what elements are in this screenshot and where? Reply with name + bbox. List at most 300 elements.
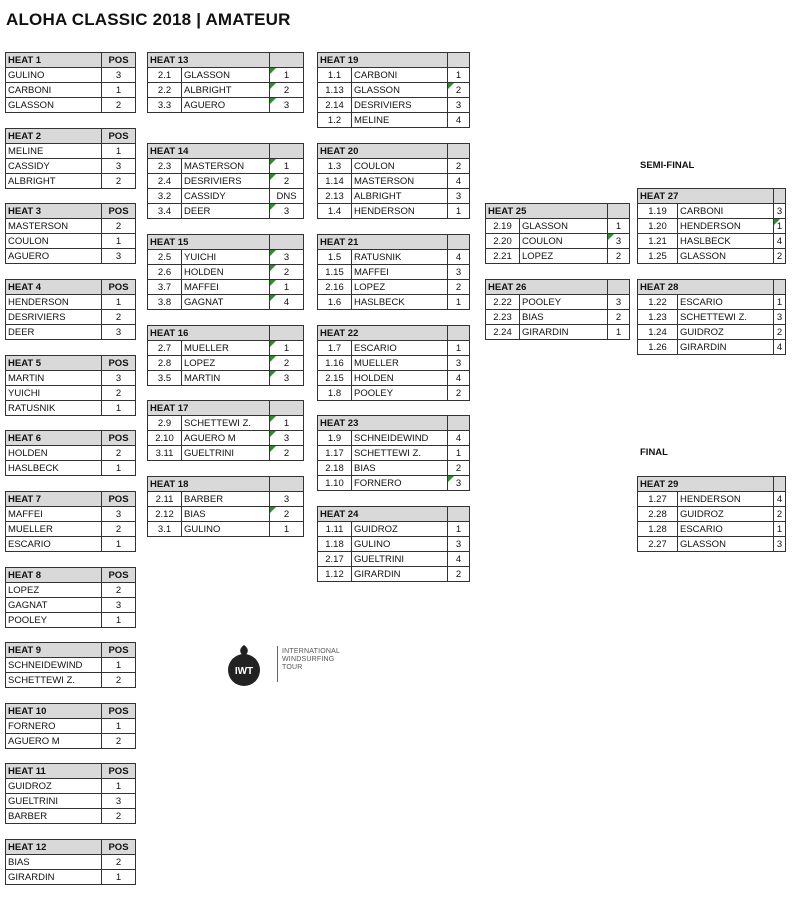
rider-position: 3 [102, 325, 136, 340]
seed-code: 2.9 [148, 416, 182, 431]
heat-row [638, 249, 786, 264]
heat-row [318, 265, 470, 280]
heat-row [318, 446, 470, 461]
heat-table [317, 234, 470, 310]
heat-header-row [6, 643, 136, 658]
heat-row [6, 159, 136, 174]
rider-name: HASLBECK [6, 461, 102, 476]
heat-grid [637, 188, 786, 264]
heat-name: HEAT 12 [6, 840, 102, 855]
heat-name: HEAT 16 [148, 326, 270, 341]
heat-table [637, 476, 786, 552]
rider-position: 3 [102, 249, 136, 264]
heat-row [148, 265, 304, 280]
rider-position: 2 [102, 855, 136, 870]
heat-row [318, 476, 470, 491]
heat-row [318, 461, 470, 476]
heat-header-row [638, 189, 786, 204]
rider-name: HOLDEN [182, 265, 270, 280]
heat-name: HEAT 8 [6, 568, 102, 583]
pos-header: POS [102, 492, 136, 507]
pos-header-blank [270, 53, 304, 68]
seed-code: 1.8 [318, 386, 352, 401]
logo-divider [277, 646, 278, 682]
rider-position: 2 [102, 219, 136, 234]
heat-grid [637, 279, 786, 355]
seed-code: 1.10 [318, 476, 352, 491]
heat-name: HEAT 17 [148, 401, 270, 416]
rider-name: SCHETTEWI Z. [6, 673, 102, 688]
rider-position: 3 [102, 507, 136, 522]
seed-code: 3.2 [148, 189, 182, 204]
heat-name: HEAT 26 [486, 280, 608, 295]
rider-name: MELINE [352, 113, 448, 128]
rider-position: 2 [774, 249, 786, 264]
heat-row [638, 325, 786, 340]
heat-row [638, 492, 786, 507]
heat-table [5, 491, 136, 552]
pos-header-blank [270, 477, 304, 492]
heat-header-row [6, 492, 136, 507]
rider-name: CARBONI [6, 83, 102, 98]
heat-row [6, 658, 136, 673]
heat-grid [5, 642, 136, 688]
heat-grid [147, 234, 304, 310]
heat-header-row [148, 477, 304, 492]
seed-code: 1.11 [318, 522, 352, 537]
rider-name: BIAS [182, 507, 270, 522]
heat-grid [317, 415, 470, 491]
rider-position: 2 [448, 386, 470, 401]
heat-header-row [6, 840, 136, 855]
seed-code: 1.28 [638, 522, 678, 537]
rider-name: BIAS [6, 855, 102, 870]
heat-header-row [6, 53, 136, 68]
rider-name: MARTIN [182, 371, 270, 386]
rider-position: 1 [102, 295, 136, 310]
heat-row [318, 537, 470, 552]
rider-name: SCHETTEWI Z. [352, 446, 448, 461]
heat-row [6, 310, 136, 325]
rider-position: 2 [448, 461, 470, 476]
rider-name: GIRARDIN [520, 325, 608, 340]
rider-position: 2 [448, 159, 470, 174]
heat-row [6, 613, 136, 628]
rider-position: 3 [774, 204, 786, 219]
semi-final-label: SEMI-FINAL [640, 160, 695, 171]
pos-header-blank [774, 189, 786, 204]
heat-row [6, 83, 136, 98]
seed-code: 1.21 [638, 234, 678, 249]
rider-position: 3 [102, 159, 136, 174]
rider-name: GLASSON [520, 219, 608, 234]
rider-position: 3 [774, 310, 786, 325]
rider-position: 3 [102, 794, 136, 809]
rider-position: 4 [448, 174, 470, 189]
rider-name: MASTERSON [6, 219, 102, 234]
heat-name: HEAT 9 [6, 643, 102, 658]
heat-grid [5, 52, 136, 113]
heat-table [317, 143, 470, 219]
rider-name: HENDERSON [6, 295, 102, 310]
rider-name: RATUSNIK [6, 401, 102, 416]
pos-header: POS [102, 568, 136, 583]
rider-name: HASLBECK [352, 295, 448, 310]
heat-row [318, 295, 470, 310]
heat-grid [5, 763, 136, 824]
heat-header-row [486, 204, 630, 219]
seed-code: 2.28 [638, 507, 678, 522]
heat-row [6, 98, 136, 113]
pos-header: POS [102, 704, 136, 719]
heat-row [148, 98, 304, 113]
heat-header-row [6, 204, 136, 219]
rider-position: 1 [102, 719, 136, 734]
rider-position: 2 [608, 249, 630, 264]
seed-code: 1.17 [318, 446, 352, 461]
rider-position: 2 [102, 310, 136, 325]
rider-position: 1 [448, 295, 470, 310]
rider-position: 1 [102, 83, 136, 98]
seed-code: 2.4 [148, 174, 182, 189]
heat-row [6, 598, 136, 613]
rider-name: GUELTRINI [182, 446, 270, 461]
rider-name: FORNERO [6, 719, 102, 734]
pos-header: POS [102, 280, 136, 295]
rider-name: AGUERO M [6, 734, 102, 749]
rider-name: CASSIDY [182, 189, 270, 204]
rider-position: 3 [774, 537, 786, 552]
heat-grid [317, 52, 470, 128]
heat-row [318, 552, 470, 567]
heat-table [5, 763, 136, 824]
seed-code: 3.5 [148, 371, 182, 386]
seed-code: 2.1 [148, 68, 182, 83]
heat-row [6, 794, 136, 809]
seed-code: 1.13 [318, 83, 352, 98]
seed-code: 1.20 [638, 219, 678, 234]
seed-code: 2.18 [318, 461, 352, 476]
pos-header-blank [774, 280, 786, 295]
rider-position: 4 [448, 250, 470, 265]
rider-position: 1 [270, 416, 304, 431]
heat-name: HEAT 28 [638, 280, 774, 295]
rider-position: 3 [448, 537, 470, 552]
heat-row [148, 295, 304, 310]
heat-row [148, 174, 304, 189]
heat-table [5, 52, 136, 113]
seed-code: 2.23 [486, 310, 520, 325]
rider-name: MUELLER [352, 356, 448, 371]
heat-row [6, 401, 136, 416]
heat-grid [317, 506, 470, 582]
heat-row [6, 809, 136, 824]
rider-name: LOPEZ [520, 249, 608, 264]
heat-table [147, 143, 304, 219]
rider-position: 3 [448, 98, 470, 113]
heat-grid [147, 476, 304, 537]
seed-code: 2.10 [148, 431, 182, 446]
rider-name: SCHETTEWI Z. [182, 416, 270, 431]
seed-code: 1.19 [638, 204, 678, 219]
rider-name: BARBER [6, 809, 102, 824]
rider-name: DESRIVIERS [6, 310, 102, 325]
rider-name: GUIDROZ [6, 779, 102, 794]
rider-name: ALBRIGHT [182, 83, 270, 98]
rider-position: 1 [270, 159, 304, 174]
rider-name: HASLBECK [678, 234, 774, 249]
heat-row [6, 295, 136, 310]
seed-code: 1.2 [318, 113, 352, 128]
logo-line-2: WINDSURFING [282, 656, 335, 663]
heat-row [486, 234, 630, 249]
seed-code: 1.16 [318, 356, 352, 371]
rider-position: 3 [448, 265, 470, 280]
heat-row [6, 673, 136, 688]
pos-header-blank [448, 235, 470, 250]
heat-row [318, 204, 470, 219]
rider-name: DEER [6, 325, 102, 340]
seed-code: 2.27 [638, 537, 678, 552]
rider-position: 2 [102, 734, 136, 749]
rider-name: MAFFEI [182, 280, 270, 295]
heat-row [318, 341, 470, 356]
heat-header-row [638, 477, 786, 492]
logo-line-1: INTERNATIONAL [282, 648, 341, 655]
heat-row [638, 234, 786, 249]
rider-name: ESCARIO [678, 295, 774, 310]
heat-row [318, 174, 470, 189]
heat-name: HEAT 1 [6, 53, 102, 68]
rider-name: GIRARDIN [678, 340, 774, 355]
rider-position: 3 [608, 234, 630, 249]
heat-row [318, 280, 470, 295]
heat-row [148, 507, 304, 522]
heat-row [638, 219, 786, 234]
heat-grid [5, 430, 136, 476]
seed-code: 2.13 [318, 189, 352, 204]
heat-table [485, 279, 630, 340]
pos-header: POS [102, 840, 136, 855]
heat-row [318, 189, 470, 204]
heat-row [318, 113, 470, 128]
heat-row [148, 416, 304, 431]
heat-header-row [6, 356, 136, 371]
rider-position: DNS [270, 189, 304, 204]
heat-table [5, 703, 136, 749]
heat-header-row [148, 326, 304, 341]
rider-position: 2 [608, 310, 630, 325]
seed-code: 3.1 [148, 522, 182, 537]
rider-name: GIRARDIN [6, 870, 102, 885]
heat-row [6, 522, 136, 537]
rider-name: GAGNAT [182, 295, 270, 310]
heat-name: HEAT 10 [6, 704, 102, 719]
rider-name: POOLEY [352, 386, 448, 401]
rider-name: MUELLER [182, 341, 270, 356]
heat-header-row [6, 568, 136, 583]
rider-name: POOLEY [6, 613, 102, 628]
rider-position: 4 [774, 234, 786, 249]
rider-name: AGUERO [6, 249, 102, 264]
heat-row [486, 295, 630, 310]
rider-name: GAGNAT [6, 598, 102, 613]
heat-name: HEAT 14 [148, 144, 270, 159]
seed-code: 2.21 [486, 249, 520, 264]
heat-row [318, 356, 470, 371]
heat-row [318, 159, 470, 174]
rider-position: 2 [774, 325, 786, 340]
seed-code: 3.8 [148, 295, 182, 310]
seed-code: 1.26 [638, 340, 678, 355]
seed-code: 1.4 [318, 204, 352, 219]
heat-name: HEAT 2 [6, 129, 102, 144]
heat-row [148, 356, 304, 371]
rider-name: DESRIVIERS [182, 174, 270, 189]
pos-header-blank [270, 144, 304, 159]
heat-header-row [6, 280, 136, 295]
pos-header: POS [102, 204, 136, 219]
seed-code: 2.2 [148, 83, 182, 98]
rider-name: SCHNEIDEWIND [6, 658, 102, 673]
seed-code: 1.24 [638, 325, 678, 340]
heat-row [638, 537, 786, 552]
heat-row [318, 83, 470, 98]
heat-header-row [318, 326, 470, 341]
pos-header-blank [448, 416, 470, 431]
heat-header-row [6, 129, 136, 144]
heat-header-row [148, 401, 304, 416]
heat-table [147, 52, 304, 113]
rider-position: 3 [102, 598, 136, 613]
rider-name: COULON [6, 234, 102, 249]
pos-header: POS [102, 53, 136, 68]
heat-row [148, 83, 304, 98]
rider-name: BIAS [520, 310, 608, 325]
heat-name: HEAT 19 [318, 53, 448, 68]
seed-code: 2.11 [148, 492, 182, 507]
rider-position: 3 [448, 189, 470, 204]
seed-code: 1.23 [638, 310, 678, 325]
rider-position: 1 [102, 401, 136, 416]
heat-header-row [318, 235, 470, 250]
rider-name: AGUERO [182, 98, 270, 113]
heat-row [6, 446, 136, 461]
heat-row [148, 446, 304, 461]
rider-name: ALBRIGHT [352, 189, 448, 204]
heat-table [5, 430, 136, 476]
rider-name: LOPEZ [182, 356, 270, 371]
rider-position: 1 [102, 461, 136, 476]
heat-grid [5, 355, 136, 416]
rider-position: 1 [608, 219, 630, 234]
heat-row [318, 386, 470, 401]
seed-code: 3.3 [148, 98, 182, 113]
heat-row [148, 431, 304, 446]
heat-header-row [6, 764, 136, 779]
rider-name: GLASSON [678, 537, 774, 552]
rider-position: 2 [774, 507, 786, 522]
rider-position: 4 [448, 431, 470, 446]
seed-code: 1.12 [318, 567, 352, 582]
seed-code: 2.20 [486, 234, 520, 249]
rider-position: 2 [102, 583, 136, 598]
seed-code: 3.7 [148, 280, 182, 295]
heat-table [5, 839, 136, 885]
rider-position: 2 [102, 446, 136, 461]
heat-row [148, 371, 304, 386]
rider-position: 1 [270, 68, 304, 83]
heat-row [6, 779, 136, 794]
heat-row [6, 371, 136, 386]
rider-name: GLASSON [352, 83, 448, 98]
rider-position: 2 [102, 673, 136, 688]
seed-code: 3.4 [148, 204, 182, 219]
rider-name: ESCARIO [352, 341, 448, 356]
rider-name: LOPEZ [352, 280, 448, 295]
seed-code: 2.6 [148, 265, 182, 280]
heat-grid [147, 325, 304, 386]
heat-row [148, 68, 304, 83]
seed-code: 1.3 [318, 159, 352, 174]
heat-row [318, 431, 470, 446]
rider-name: AGUERO M [182, 431, 270, 446]
heat-row [486, 325, 630, 340]
heat-row [6, 386, 136, 401]
heat-row [318, 371, 470, 386]
heat-row [638, 204, 786, 219]
heat-row [6, 583, 136, 598]
rider-position: 1 [102, 537, 136, 552]
heat-row [6, 234, 136, 249]
heat-grid [5, 128, 136, 189]
heat-row [486, 219, 630, 234]
rider-position: 1 [448, 446, 470, 461]
seed-code: 2.15 [318, 371, 352, 386]
heat-row [6, 144, 136, 159]
rider-position: 4 [774, 492, 786, 507]
rider-position: 1 [774, 522, 786, 537]
pos-header-blank [448, 53, 470, 68]
heat-name: HEAT 6 [6, 431, 102, 446]
rider-position: 4 [270, 295, 304, 310]
rider-name: GUELTRINI [352, 552, 448, 567]
pos-header-blank [270, 235, 304, 250]
heat-name: HEAT 5 [6, 356, 102, 371]
heat-name: HEAT 27 [638, 189, 774, 204]
rider-name: MAFFEI [6, 507, 102, 522]
heat-grid [5, 703, 136, 749]
rider-name: HENDERSON [678, 219, 774, 234]
heat-grid [5, 839, 136, 885]
rider-position: 4 [448, 552, 470, 567]
heat-row [6, 461, 136, 476]
rider-position: 1 [102, 144, 136, 159]
rider-position: 3 [270, 98, 304, 113]
heat-row [6, 537, 136, 552]
rider-position: 3 [448, 476, 470, 491]
seed-code: 2.8 [148, 356, 182, 371]
rider-position: 2 [270, 507, 304, 522]
rider-name: GLASSON [678, 249, 774, 264]
heat-name: HEAT 18 [148, 477, 270, 492]
seed-code: 2.17 [318, 552, 352, 567]
rider-position: 2 [102, 174, 136, 189]
rider-position: 1 [102, 658, 136, 673]
rider-position: 2 [270, 446, 304, 461]
seed-code: 1.15 [318, 265, 352, 280]
rider-name: ESCARIO [6, 537, 102, 552]
